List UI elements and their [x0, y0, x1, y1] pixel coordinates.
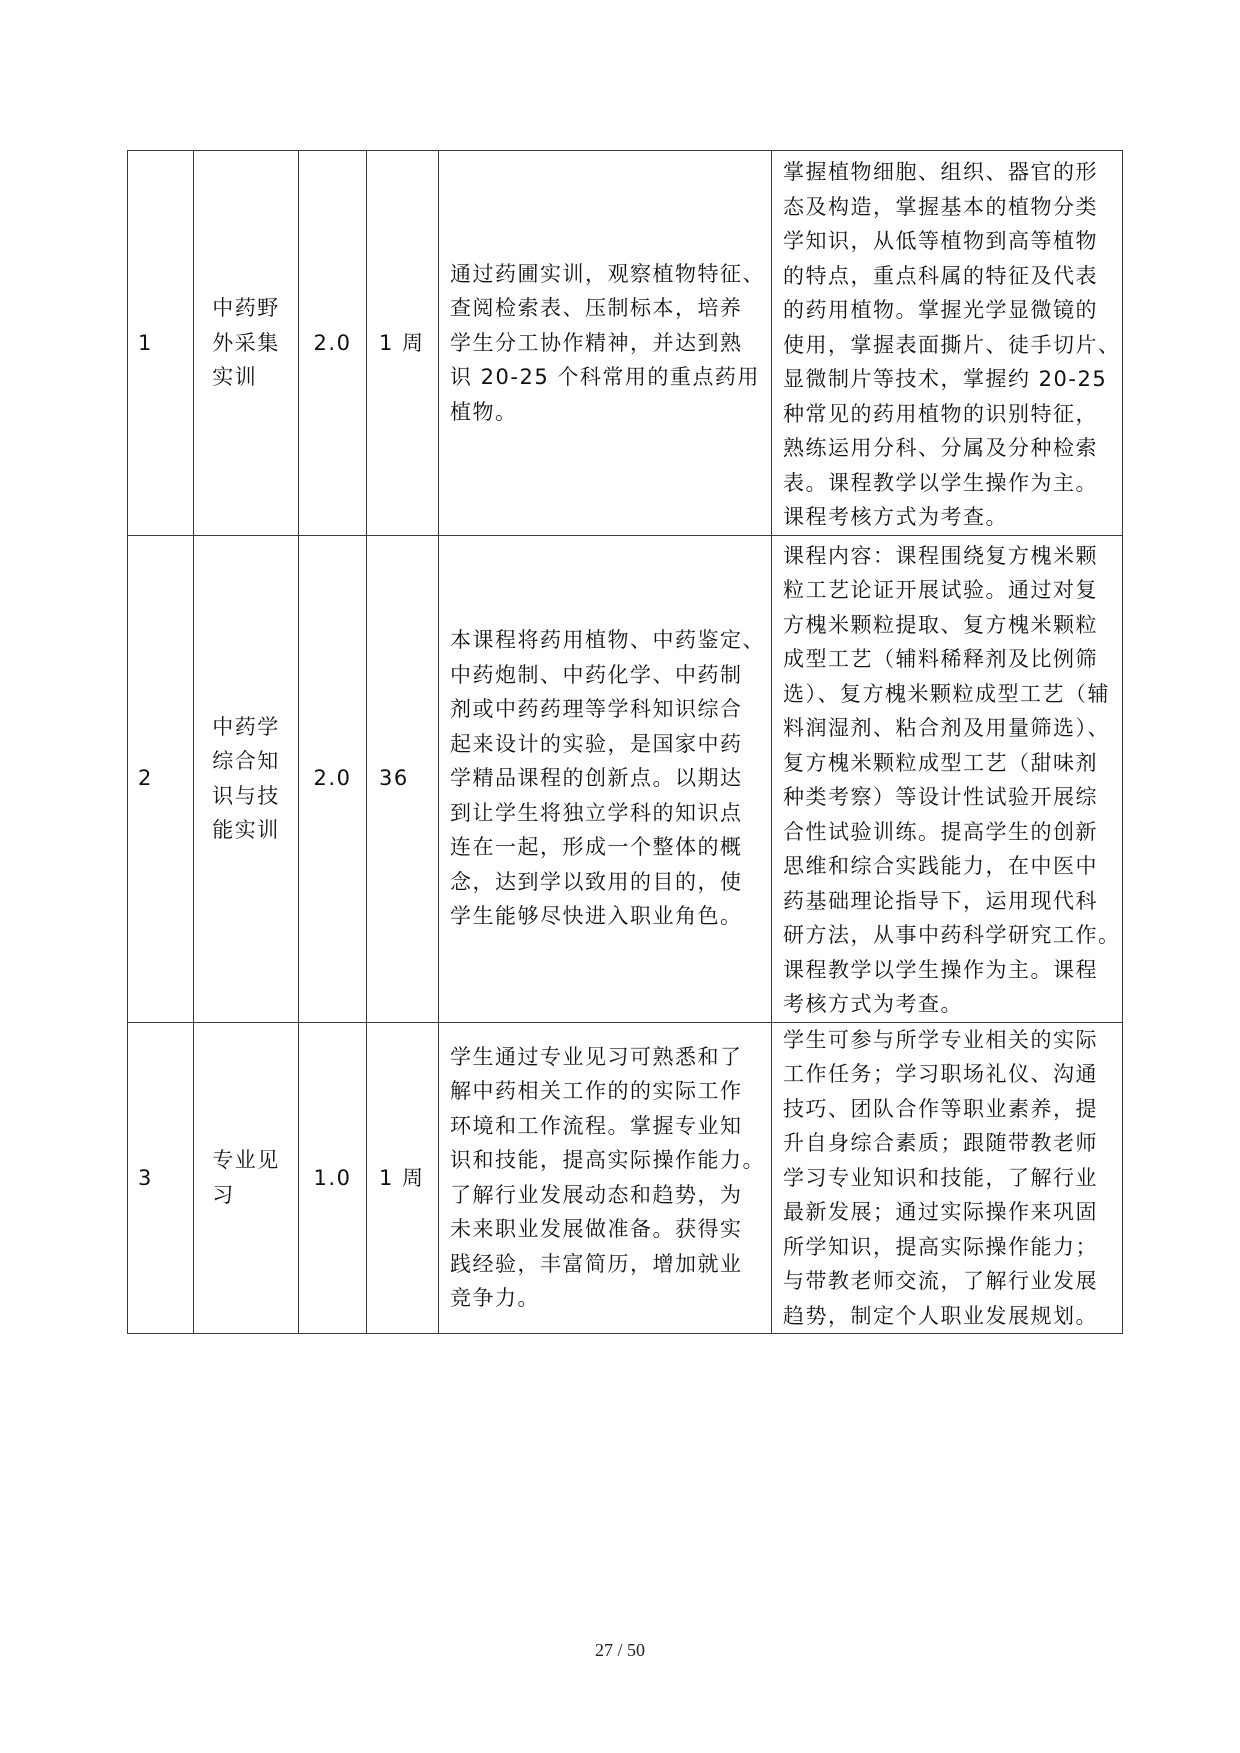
credit-cell: 2.0	[299, 535, 367, 1022]
content-line: 升自身综合素质；跟随带教老师	[783, 1131, 1098, 1155]
content-line: 与带教老师交流，了解行业发展	[783, 1269, 1098, 1293]
content-line: 复方槐米颗粒成型工艺（甜味剂	[783, 750, 1098, 775]
goal-cell	[439, 1022, 772, 1334]
goal-line: 环境和工作流程。掌握专业知	[450, 1113, 743, 1138]
content-line: 掌握植物细胞、组织、器官的形	[783, 160, 1098, 184]
goal-line: 了解行业发展动态和趋势，为	[450, 1182, 743, 1207]
goal-line: 识 20-25 个科常用的重点药用	[450, 365, 760, 389]
content-line: 思维和综合实践能力，在中医中	[783, 854, 1098, 878]
page-number: 27 / 50	[594, 1640, 645, 1660]
row-number-cell: 2	[128, 535, 194, 1022]
course-name-cell	[194, 151, 299, 536]
goal-line: 起来设计的实验，是国家中药	[450, 731, 743, 756]
goal-line: 学精品课程的创新点。以期达	[450, 766, 743, 791]
goal-line: 剂或中药药理等学科知识综合	[450, 697, 743, 722]
goal-line: 学生通过专业见习可熟悉和了	[450, 1044, 743, 1069]
content-line: 粒工艺论证开展试验。通过对复	[783, 578, 1098, 602]
content-line: 技巧、团队合作等职业素养，提	[783, 1096, 1098, 1121]
content-line: 的特点，重点科属的特征及代表	[783, 263, 1098, 288]
content-line: 最新发展；通过实际操作来巩固	[783, 1200, 1098, 1224]
content-line: 熟练运用分科、分属及分种检索	[783, 436, 1098, 460]
goal-line: 竞争力。	[450, 1286, 540, 1311]
goal-line: 学生分工协作精神，并达到熟	[450, 330, 743, 355]
table-row	[128, 1022, 1123, 1334]
content-line: 合性试验训练。提高学生的创新	[783, 819, 1098, 844]
content-cell	[772, 1022, 1123, 1334]
content-line: 考核方式为考查。	[783, 992, 963, 1016]
course-name-cell	[194, 535, 299, 1022]
goal-cell	[439, 151, 772, 536]
content-line: 学生可参与所学专业相关的实际	[783, 1027, 1098, 1052]
content-line: 表。课程教学以学生操作为主。	[783, 470, 1098, 495]
goal-line: 本课程将药用植物、中药鉴定、	[450, 628, 765, 653]
content-line: 研方法，从事中药科学研究工作。	[783, 923, 1121, 947]
content-line: 选）、复方槐米颗粒成型工艺（辅	[783, 681, 1110, 706]
goal-line: 识和技能，提高实际操作能力。	[450, 1148, 765, 1173]
goal-line: 践经验，丰富简历，增加就业	[450, 1251, 743, 1276]
hours-cell: 1 周	[367, 151, 439, 536]
course-name-line: 专业见	[212, 1148, 280, 1173]
content-line: 显微制片等技术，掌握约 20-25	[783, 367, 1108, 391]
row-number-cell: 1	[128, 151, 194, 536]
content-line: 学习专业知识和技能，了解行业	[783, 1165, 1098, 1190]
credit-cell: 2.0	[299, 151, 367, 536]
goal-line: 连在一起，形成一个整体的概	[450, 835, 743, 860]
course-name-line: 能实训	[212, 818, 280, 842]
content-line: 药基础理论指导下，运用现代科	[783, 888, 1098, 913]
content-line: 种常见的药用植物的识别特征，	[783, 401, 1098, 426]
goal-line: 植物。	[450, 399, 518, 424]
content-line: 成型工艺（辅料稀释剂及比例筛	[783, 647, 1098, 671]
hours-cell: 1 周	[367, 1022, 439, 1334]
goal-cell	[439, 535, 772, 1022]
goal-line: 未来职业发展做准备。获得实	[450, 1217, 743, 1242]
course-name-line: 中药学	[212, 714, 280, 739]
course-name-cell	[194, 1022, 299, 1334]
table-row	[128, 535, 1123, 1022]
credit-cell: 1.0	[299, 1022, 367, 1334]
content-line: 课程考核方式为考查。	[783, 505, 1008, 529]
content-cell	[772, 535, 1123, 1022]
curriculum-table	[127, 150, 1123, 1334]
content-line: 趋势，制定个人职业发展规划。	[783, 1303, 1098, 1328]
goal-line: 念，达到学以致用的目的，使	[450, 869, 743, 894]
goal-line: 到让学生将独立学科的知识点	[450, 800, 743, 825]
course-name-line: 识与技	[212, 783, 280, 808]
content-line: 工作任务；学习职场礼仪、沟通	[783, 1062, 1098, 1086]
content-line: 的药用植物。掌握光学显微镜的	[783, 298, 1098, 322]
content-line: 态及构造，掌握基本的植物分类	[783, 194, 1098, 219]
course-name-line: 中药野	[212, 296, 280, 320]
row-number-cell: 3	[128, 1022, 194, 1334]
goal-line: 解中药相关工作的的实际工作	[450, 1079, 743, 1104]
content-line: 种类考察）等设计性试验开展综	[783, 785, 1098, 809]
goal-line: 中药炮制、中药化学、中药制	[450, 662, 743, 687]
content-cell	[772, 151, 1123, 536]
content-line: 课程内容：课程围绕复方槐米颗	[783, 543, 1098, 568]
content-line: 料润湿剂、粘合剂及用量筛选）、	[783, 716, 1110, 740]
content-line: 学知识，从低等植物到高等植物	[783, 229, 1098, 253]
content-line: 课程教学以学生操作为主。课程	[783, 957, 1098, 982]
hours-cell: 36	[367, 535, 439, 1022]
course-name-line: 实训	[212, 365, 258, 389]
table-row	[128, 151, 1123, 536]
content-line: 方槐米颗粒提取、复方槐米颗粒	[783, 612, 1098, 637]
course-name-line: 习	[212, 1182, 235, 1207]
content-line: 所学知识，提高实际操作能力；	[783, 1234, 1098, 1259]
goal-line: 学生能够尽快进入职业角色。	[450, 904, 743, 929]
course-name-line: 外采集	[212, 330, 280, 355]
content-line: 使用，掌握表面撕片、徒手切片、	[783, 332, 1121, 357]
goal-line: 通过药圃实训，观察植物特征、	[450, 261, 765, 286]
goal-line: 查阅检索表、压制标本，培养	[450, 296, 743, 320]
course-name-line: 综合知	[212, 749, 280, 773]
